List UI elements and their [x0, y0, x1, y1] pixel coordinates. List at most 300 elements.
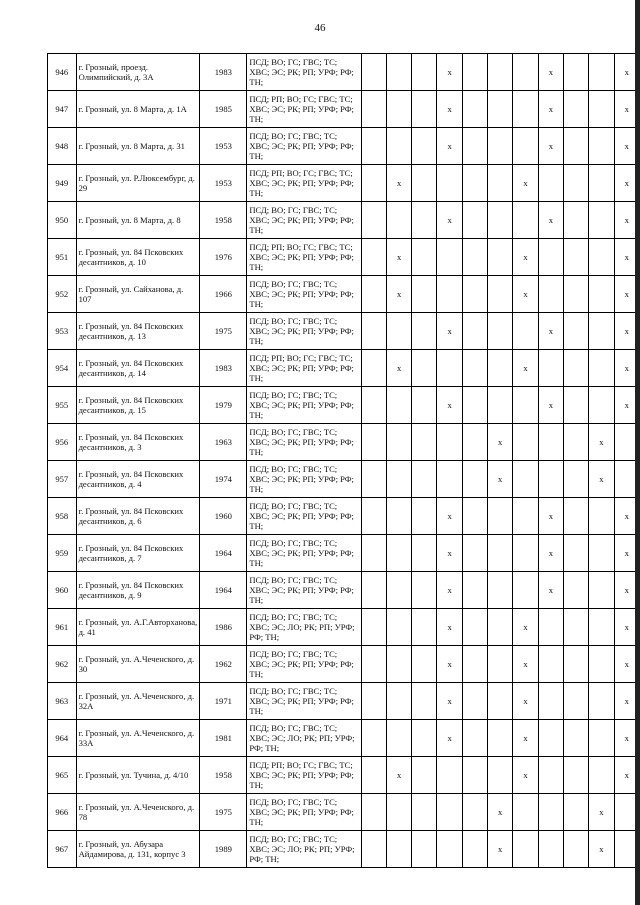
row-number-cell: 966: [48, 794, 77, 831]
work-mark-cell: [538, 757, 563, 794]
row-number-cell: 962: [48, 646, 77, 683]
address-cell: г. Грозный, ул. Тучина, д. 4/10: [76, 757, 200, 794]
work-mark-cell: [462, 91, 487, 128]
work-mark-cell: [513, 535, 538, 572]
services-cell: ПСД; ВО; ГС; ГВС; ТС; ХВС; ЭС; РК; РП; УРФ; РФ; ТН;: [247, 794, 361, 831]
address-cell: г. Грозный, ул. 84 Псковских десантников, д. 3: [76, 424, 200, 461]
services-cell: ПСД; ВО; ГС; ГВС; ТС; ХВС; ЭС; РК; РП; УРФ; РФ; ТН;: [247, 54, 361, 91]
work-mark-cell: [361, 683, 386, 720]
work-mark-cell: [462, 609, 487, 646]
services-cell: ПСД; РП; ВО; ГС; ГВС; ТС; ХВС; ЭС; РК; РП; УРФ; РФ; ТН;: [247, 350, 361, 387]
work-mark-cell: x: [513, 757, 538, 794]
address-cell: г. Грозный, ул. А.Чеченского, д. 78: [76, 794, 200, 831]
table-row: [48, 498, 640, 535]
work-mark-cell: [462, 683, 487, 720]
work-mark-cell: [412, 165, 437, 202]
table-row: [48, 831, 640, 868]
build-year-cell: 1958: [200, 757, 247, 794]
services-cell: ПСД; РП; ВО; ГС; ГВС; ТС; ХВС; ЭС; РК; РП; УРФ; РФ; ТН;: [247, 757, 361, 794]
work-mark-cell: [412, 239, 437, 276]
work-mark-cell: [462, 424, 487, 461]
work-mark-cell: [361, 461, 386, 498]
work-mark-cell: x: [614, 683, 639, 720]
work-mark-cell: [564, 646, 589, 683]
work-mark-cell: [437, 794, 462, 831]
work-mark-cell: [437, 165, 462, 202]
work-mark-cell: x: [437, 609, 462, 646]
work-mark-cell: [386, 794, 411, 831]
row-number-cell: 948: [48, 128, 77, 165]
work-mark-cell: [564, 609, 589, 646]
work-mark-cell: [361, 128, 386, 165]
work-mark-cell: [412, 387, 437, 424]
work-mark-cell: [361, 91, 386, 128]
row-number-cell: 959: [48, 535, 77, 572]
work-mark-cell: [564, 350, 589, 387]
work-mark-cell: [589, 54, 614, 91]
work-mark-cell: [488, 165, 513, 202]
work-mark-cell: [386, 313, 411, 350]
work-mark-cell: x: [386, 350, 411, 387]
build-year-cell: 1975: [200, 794, 247, 831]
build-year-cell: 1983: [200, 350, 247, 387]
work-mark-cell: [513, 128, 538, 165]
work-mark-cell: [589, 387, 614, 424]
work-mark-cell: [361, 646, 386, 683]
work-mark-cell: [462, 461, 487, 498]
work-mark-cell: [589, 202, 614, 239]
work-mark-cell: x: [386, 165, 411, 202]
build-year-cell: 1958: [200, 202, 247, 239]
work-mark-cell: [564, 128, 589, 165]
services-cell: ПСД; ВО; ГС; ГВС; ТС; ХВС; ЭС; РК; РП; УРФ; РФ; ТН;: [247, 128, 361, 165]
table-row: [48, 683, 640, 720]
services-cell: ПСД; ВО; ГС; ГВС; ТС; ХВС; ЭС; ЛО; РК; РП; УРФ; РФ; ТН;: [247, 609, 361, 646]
work-mark-cell: [564, 794, 589, 831]
row-number-cell: 957: [48, 461, 77, 498]
services-cell: ПСД; ВО; ГС; ГВС; ТС; ХВС; ЭС; ЛО; РК; РП; УРФ; РФ; ТН;: [247, 720, 361, 757]
work-mark-cell: [386, 424, 411, 461]
work-mark-cell: x: [437, 535, 462, 572]
work-mark-cell: [538, 350, 563, 387]
work-mark-cell: x: [437, 572, 462, 609]
address-cell: г. Грозный, ул. Абузара Айдамирова, д. 131, корпус 3: [76, 831, 200, 868]
work-mark-cell: x: [589, 794, 614, 831]
work-mark-cell: x: [614, 313, 639, 350]
work-mark-cell: [564, 535, 589, 572]
build-year-cell: 1989: [200, 831, 247, 868]
address-cell: г. Грозный, ул. А.Чеченского, д. 33А: [76, 720, 200, 757]
work-mark-cell: [412, 424, 437, 461]
work-mark-cell: x: [386, 757, 411, 794]
work-mark-cell: [412, 91, 437, 128]
work-mark-cell: x: [614, 535, 639, 572]
work-mark-cell: x: [513, 165, 538, 202]
work-mark-cell: [361, 313, 386, 350]
work-mark-cell: [513, 572, 538, 609]
work-mark-cell: [589, 572, 614, 609]
work-mark-cell: [488, 54, 513, 91]
build-year-cell: 1966: [200, 276, 247, 313]
work-mark-cell: x: [614, 646, 639, 683]
work-mark-cell: x: [437, 202, 462, 239]
work-mark-cell: x: [538, 202, 563, 239]
work-mark-cell: [412, 609, 437, 646]
work-mark-cell: [564, 387, 589, 424]
work-mark-cell: [462, 757, 487, 794]
work-mark-cell: [361, 794, 386, 831]
services-cell: ПСД; ВО; ГС; ГВС; ТС; ХВС; ЭС; ЛО; РК; РП; УРФ; РФ; ТН;: [247, 831, 361, 868]
build-year-cell: 1976: [200, 239, 247, 276]
work-mark-cell: x: [437, 498, 462, 535]
work-mark-cell: [386, 831, 411, 868]
work-mark-cell: x: [538, 572, 563, 609]
table-row: [48, 202, 640, 239]
work-mark-cell: x: [614, 350, 639, 387]
work-mark-cell: [564, 202, 589, 239]
table-row: [48, 276, 640, 313]
build-year-cell: 1979: [200, 387, 247, 424]
work-mark-cell: x: [614, 609, 639, 646]
work-mark-cell: x: [513, 239, 538, 276]
build-year-cell: 1971: [200, 683, 247, 720]
work-mark-cell: x: [437, 387, 462, 424]
work-mark-cell: [462, 54, 487, 91]
work-mark-cell: x: [538, 535, 563, 572]
services-cell: ПСД; РП; ВО; ГС; ГВС; ТС; ХВС; ЭС; РК; РП; УРФ; РФ; ТН;: [247, 239, 361, 276]
address-cell: г. Грозный, ул. 84 Псковских десантников, д. 14: [76, 350, 200, 387]
work-mark-cell: [513, 54, 538, 91]
work-mark-cell: [361, 757, 386, 794]
work-mark-cell: [412, 202, 437, 239]
address-cell: г. Грозный, ул. 8 Марта, д. 31: [76, 128, 200, 165]
work-mark-cell: [589, 609, 614, 646]
work-mark-cell: [488, 91, 513, 128]
row-number-cell: 953: [48, 313, 77, 350]
work-mark-cell: [462, 313, 487, 350]
work-mark-cell: x: [437, 313, 462, 350]
work-mark-cell: x: [538, 128, 563, 165]
work-mark-cell: [462, 276, 487, 313]
build-year-cell: 1962: [200, 646, 247, 683]
row-number-cell: 964: [48, 720, 77, 757]
address-cell: г. Грозный, ул. А.Чеченского, д. 30: [76, 646, 200, 683]
build-year-cell: 1963: [200, 424, 247, 461]
work-mark-cell: x: [538, 313, 563, 350]
work-mark-cell: [361, 609, 386, 646]
work-mark-cell: [488, 646, 513, 683]
work-mark-cell: x: [513, 646, 538, 683]
work-mark-cell: x: [437, 646, 462, 683]
row-number-cell: 967: [48, 831, 77, 868]
work-mark-cell: [564, 572, 589, 609]
work-mark-cell: [412, 313, 437, 350]
table-row: [48, 572, 640, 609]
work-mark-cell: [386, 128, 411, 165]
row-number-cell: 958: [48, 498, 77, 535]
work-mark-cell: [437, 424, 462, 461]
work-mark-cell: [412, 498, 437, 535]
table-row: [48, 720, 640, 757]
work-mark-cell: x: [437, 683, 462, 720]
work-mark-cell: [386, 535, 411, 572]
work-mark-cell: x: [614, 276, 639, 313]
address-cell: г. Грозный, ул. 84 Псковских десантников, д. 10: [76, 239, 200, 276]
work-mark-cell: [564, 165, 589, 202]
address-cell: г. Грозный, ул. 84 Псковских десантников, д. 7: [76, 535, 200, 572]
work-mark-cell: x: [488, 831, 513, 868]
work-mark-cell: x: [614, 54, 639, 91]
table-row: [48, 646, 640, 683]
work-mark-cell: [361, 535, 386, 572]
work-mark-cell: [437, 757, 462, 794]
address-cell: г. Грозный, ул. Р.Люксембург, д. 29: [76, 165, 200, 202]
work-mark-cell: [564, 239, 589, 276]
work-mark-cell: [412, 720, 437, 757]
work-mark-cell: x: [614, 128, 639, 165]
work-mark-cell: [386, 498, 411, 535]
work-mark-cell: [538, 165, 563, 202]
work-mark-cell: x: [437, 128, 462, 165]
table-row: [48, 165, 640, 202]
row-number-cell: 949: [48, 165, 77, 202]
work-mark-cell: [412, 757, 437, 794]
work-mark-cell: [386, 202, 411, 239]
scan-edge-border: [635, 0, 640, 905]
housing-registry-table: [47, 53, 640, 868]
row-number-cell: 950: [48, 202, 77, 239]
work-mark-cell: [589, 128, 614, 165]
work-mark-cell: [513, 794, 538, 831]
services-cell: ПСД; ВО; ГС; ГВС; ТС; ХВС; ЭС; РК; РП; УРФ; РФ; ТН;: [247, 387, 361, 424]
work-mark-cell: [386, 609, 411, 646]
work-mark-cell: [564, 498, 589, 535]
address-cell: г. Грозный, ул. А.Чеченского, д. 32А: [76, 683, 200, 720]
work-mark-cell: x: [614, 239, 639, 276]
row-number-cell: 955: [48, 387, 77, 424]
work-mark-cell: [589, 720, 614, 757]
work-mark-cell: [412, 350, 437, 387]
work-mark-cell: x: [589, 424, 614, 461]
work-mark-cell: [488, 313, 513, 350]
work-mark-cell: x: [386, 239, 411, 276]
work-mark-cell: [488, 720, 513, 757]
address-cell: г. Грозный, ул. 84 Псковских десантников, д. 4: [76, 461, 200, 498]
work-mark-cell: [462, 572, 487, 609]
work-mark-cell: [462, 128, 487, 165]
work-mark-cell: [488, 757, 513, 794]
work-mark-cell: [361, 350, 386, 387]
work-mark-cell: [488, 276, 513, 313]
work-mark-cell: [361, 498, 386, 535]
work-mark-cell: [386, 461, 411, 498]
row-number-cell: 951: [48, 239, 77, 276]
work-mark-cell: [361, 831, 386, 868]
work-mark-cell: [412, 461, 437, 498]
work-mark-cell: [538, 646, 563, 683]
work-mark-cell: [412, 572, 437, 609]
work-mark-cell: [386, 646, 411, 683]
services-cell: ПСД; ВО; ГС; ГВС; ТС; ХВС; ЭС; РК; РП; УРФ; РФ; ТН;: [247, 572, 361, 609]
work-mark-cell: [564, 757, 589, 794]
address-cell: г. Грозный, ул. 84 Псковских десантников, д. 9: [76, 572, 200, 609]
table-row: [48, 535, 640, 572]
work-mark-cell: [437, 461, 462, 498]
work-mark-cell: [412, 794, 437, 831]
work-mark-cell: [564, 313, 589, 350]
work-mark-cell: [462, 498, 487, 535]
row-number-cell: 961: [48, 609, 77, 646]
work-mark-cell: x: [437, 720, 462, 757]
work-mark-cell: [538, 424, 563, 461]
services-cell: ПСД; ВО; ГС; ГВС; ТС; ХВС; ЭС; РК; РП; УРФ; РФ; ТН;: [247, 646, 361, 683]
work-mark-cell: x: [437, 91, 462, 128]
row-number-cell: 947: [48, 91, 77, 128]
build-year-cell: 1964: [200, 535, 247, 572]
work-mark-cell: [564, 461, 589, 498]
work-mark-cell: x: [488, 794, 513, 831]
work-mark-cell: [412, 54, 437, 91]
work-mark-cell: x: [386, 276, 411, 313]
table-row: [48, 757, 640, 794]
work-mark-cell: [437, 831, 462, 868]
services-cell: ПСД; ВО; ГС; ГВС; ТС; ХВС; ЭС; РК; РП; УРФ; РФ; ТН;: [247, 202, 361, 239]
work-mark-cell: [361, 424, 386, 461]
address-cell: г. Грозный, проезд. Олимпийский, д. 3А: [76, 54, 200, 91]
work-mark-cell: [462, 165, 487, 202]
address-cell: г. Грозный, ул. Сайханова, д. 107: [76, 276, 200, 313]
services-cell: ПСД; ВО; ГС; ГВС; ТС; ХВС; ЭС; РК; РП; УРФ; РФ; ТН;: [247, 424, 361, 461]
work-mark-cell: x: [488, 424, 513, 461]
row-number-cell: 946: [48, 54, 77, 91]
table-row: [48, 128, 640, 165]
row-number-cell: 954: [48, 350, 77, 387]
work-mark-cell: [538, 609, 563, 646]
work-mark-cell: x: [488, 461, 513, 498]
address-cell: г. Грозный, ул. 84 Псковских десантников, д. 15: [76, 387, 200, 424]
work-mark-cell: [412, 646, 437, 683]
work-mark-cell: [488, 350, 513, 387]
work-mark-cell: x: [614, 498, 639, 535]
work-mark-cell: [488, 202, 513, 239]
work-mark-cell: [513, 313, 538, 350]
table-row: [48, 424, 640, 461]
work-mark-cell: [412, 276, 437, 313]
work-mark-cell: [538, 276, 563, 313]
work-mark-cell: [589, 498, 614, 535]
work-mark-cell: [462, 831, 487, 868]
services-cell: ПСД; ВО; ГС; ГВС; ТС; ХВС; ЭС; РК; РП; УРФ; РФ; ТН;: [247, 276, 361, 313]
work-mark-cell: [538, 831, 563, 868]
work-mark-cell: [361, 387, 386, 424]
services-cell: ПСД; ВО; ГС; ГВС; ТС; ХВС; ЭС; РК; РП; УРФ; РФ; ТН;: [247, 313, 361, 350]
build-year-cell: 1986: [200, 609, 247, 646]
work-mark-cell: [412, 128, 437, 165]
work-mark-cell: [386, 54, 411, 91]
work-mark-cell: [412, 683, 437, 720]
address-cell: г. Грозный, ул. 84 Псковских десантников, д. 13: [76, 313, 200, 350]
table-row: [48, 609, 640, 646]
services-cell: ПСД; ВО; ГС; ГВС; ТС; ХВС; ЭС; РК; РП; УРФ; РФ; ТН;: [247, 683, 361, 720]
services-cell: ПСД; ВО; ГС; ГВС; ТС; ХВС; ЭС; РК; РП; УРФ; РФ; ТН;: [247, 498, 361, 535]
work-mark-cell: [488, 572, 513, 609]
work-mark-cell: x: [538, 387, 563, 424]
work-mark-cell: [437, 239, 462, 276]
work-mark-cell: x: [614, 720, 639, 757]
work-mark-cell: x: [513, 683, 538, 720]
work-mark-cell: [386, 572, 411, 609]
work-mark-cell: [564, 683, 589, 720]
work-mark-cell: [437, 276, 462, 313]
work-mark-cell: x: [589, 461, 614, 498]
work-mark-cell: [564, 54, 589, 91]
work-mark-cell: x: [538, 54, 563, 91]
work-mark-cell: [488, 683, 513, 720]
work-mark-cell: x: [614, 91, 639, 128]
work-mark-cell: [361, 165, 386, 202]
registry-table-body: [48, 54, 640, 868]
work-mark-cell: [589, 646, 614, 683]
table-row: [48, 461, 640, 498]
row-number-cell: 965: [48, 757, 77, 794]
row-number-cell: 956: [48, 424, 77, 461]
work-mark-cell: [488, 498, 513, 535]
work-mark-cell: x: [513, 276, 538, 313]
work-mark-cell: [564, 91, 589, 128]
work-mark-cell: x: [614, 757, 639, 794]
work-mark-cell: [462, 535, 487, 572]
build-year-cell: 1974: [200, 461, 247, 498]
work-mark-cell: [513, 461, 538, 498]
table-row: [48, 313, 640, 350]
work-mark-cell: [386, 683, 411, 720]
work-mark-cell: [361, 239, 386, 276]
table-row: [48, 239, 640, 276]
work-mark-cell: [462, 720, 487, 757]
work-mark-cell: [589, 313, 614, 350]
work-mark-cell: [488, 387, 513, 424]
work-mark-cell: [513, 424, 538, 461]
work-mark-cell: [538, 794, 563, 831]
work-mark-cell: [513, 498, 538, 535]
work-mark-cell: [513, 202, 538, 239]
work-mark-cell: [589, 91, 614, 128]
row-number-cell: 963: [48, 683, 77, 720]
build-year-cell: 1953: [200, 128, 247, 165]
work-mark-cell: x: [614, 387, 639, 424]
work-mark-cell: [386, 91, 411, 128]
work-mark-cell: x: [614, 202, 639, 239]
work-mark-cell: [361, 572, 386, 609]
work-mark-cell: [589, 239, 614, 276]
page-number: 46: [314, 22, 326, 34]
work-mark-cell: x: [614, 165, 639, 202]
work-mark-cell: [589, 276, 614, 313]
work-mark-cell: [386, 720, 411, 757]
build-year-cell: 1960: [200, 498, 247, 535]
build-year-cell: 1964: [200, 572, 247, 609]
build-year-cell: 1985: [200, 91, 247, 128]
work-mark-cell: [462, 239, 487, 276]
work-mark-cell: [538, 720, 563, 757]
table-row: [48, 54, 640, 91]
work-mark-cell: [564, 276, 589, 313]
work-mark-cell: [564, 424, 589, 461]
work-mark-cell: [361, 202, 386, 239]
work-mark-cell: x: [513, 609, 538, 646]
work-mark-cell: [462, 387, 487, 424]
work-mark-cell: x: [538, 498, 563, 535]
